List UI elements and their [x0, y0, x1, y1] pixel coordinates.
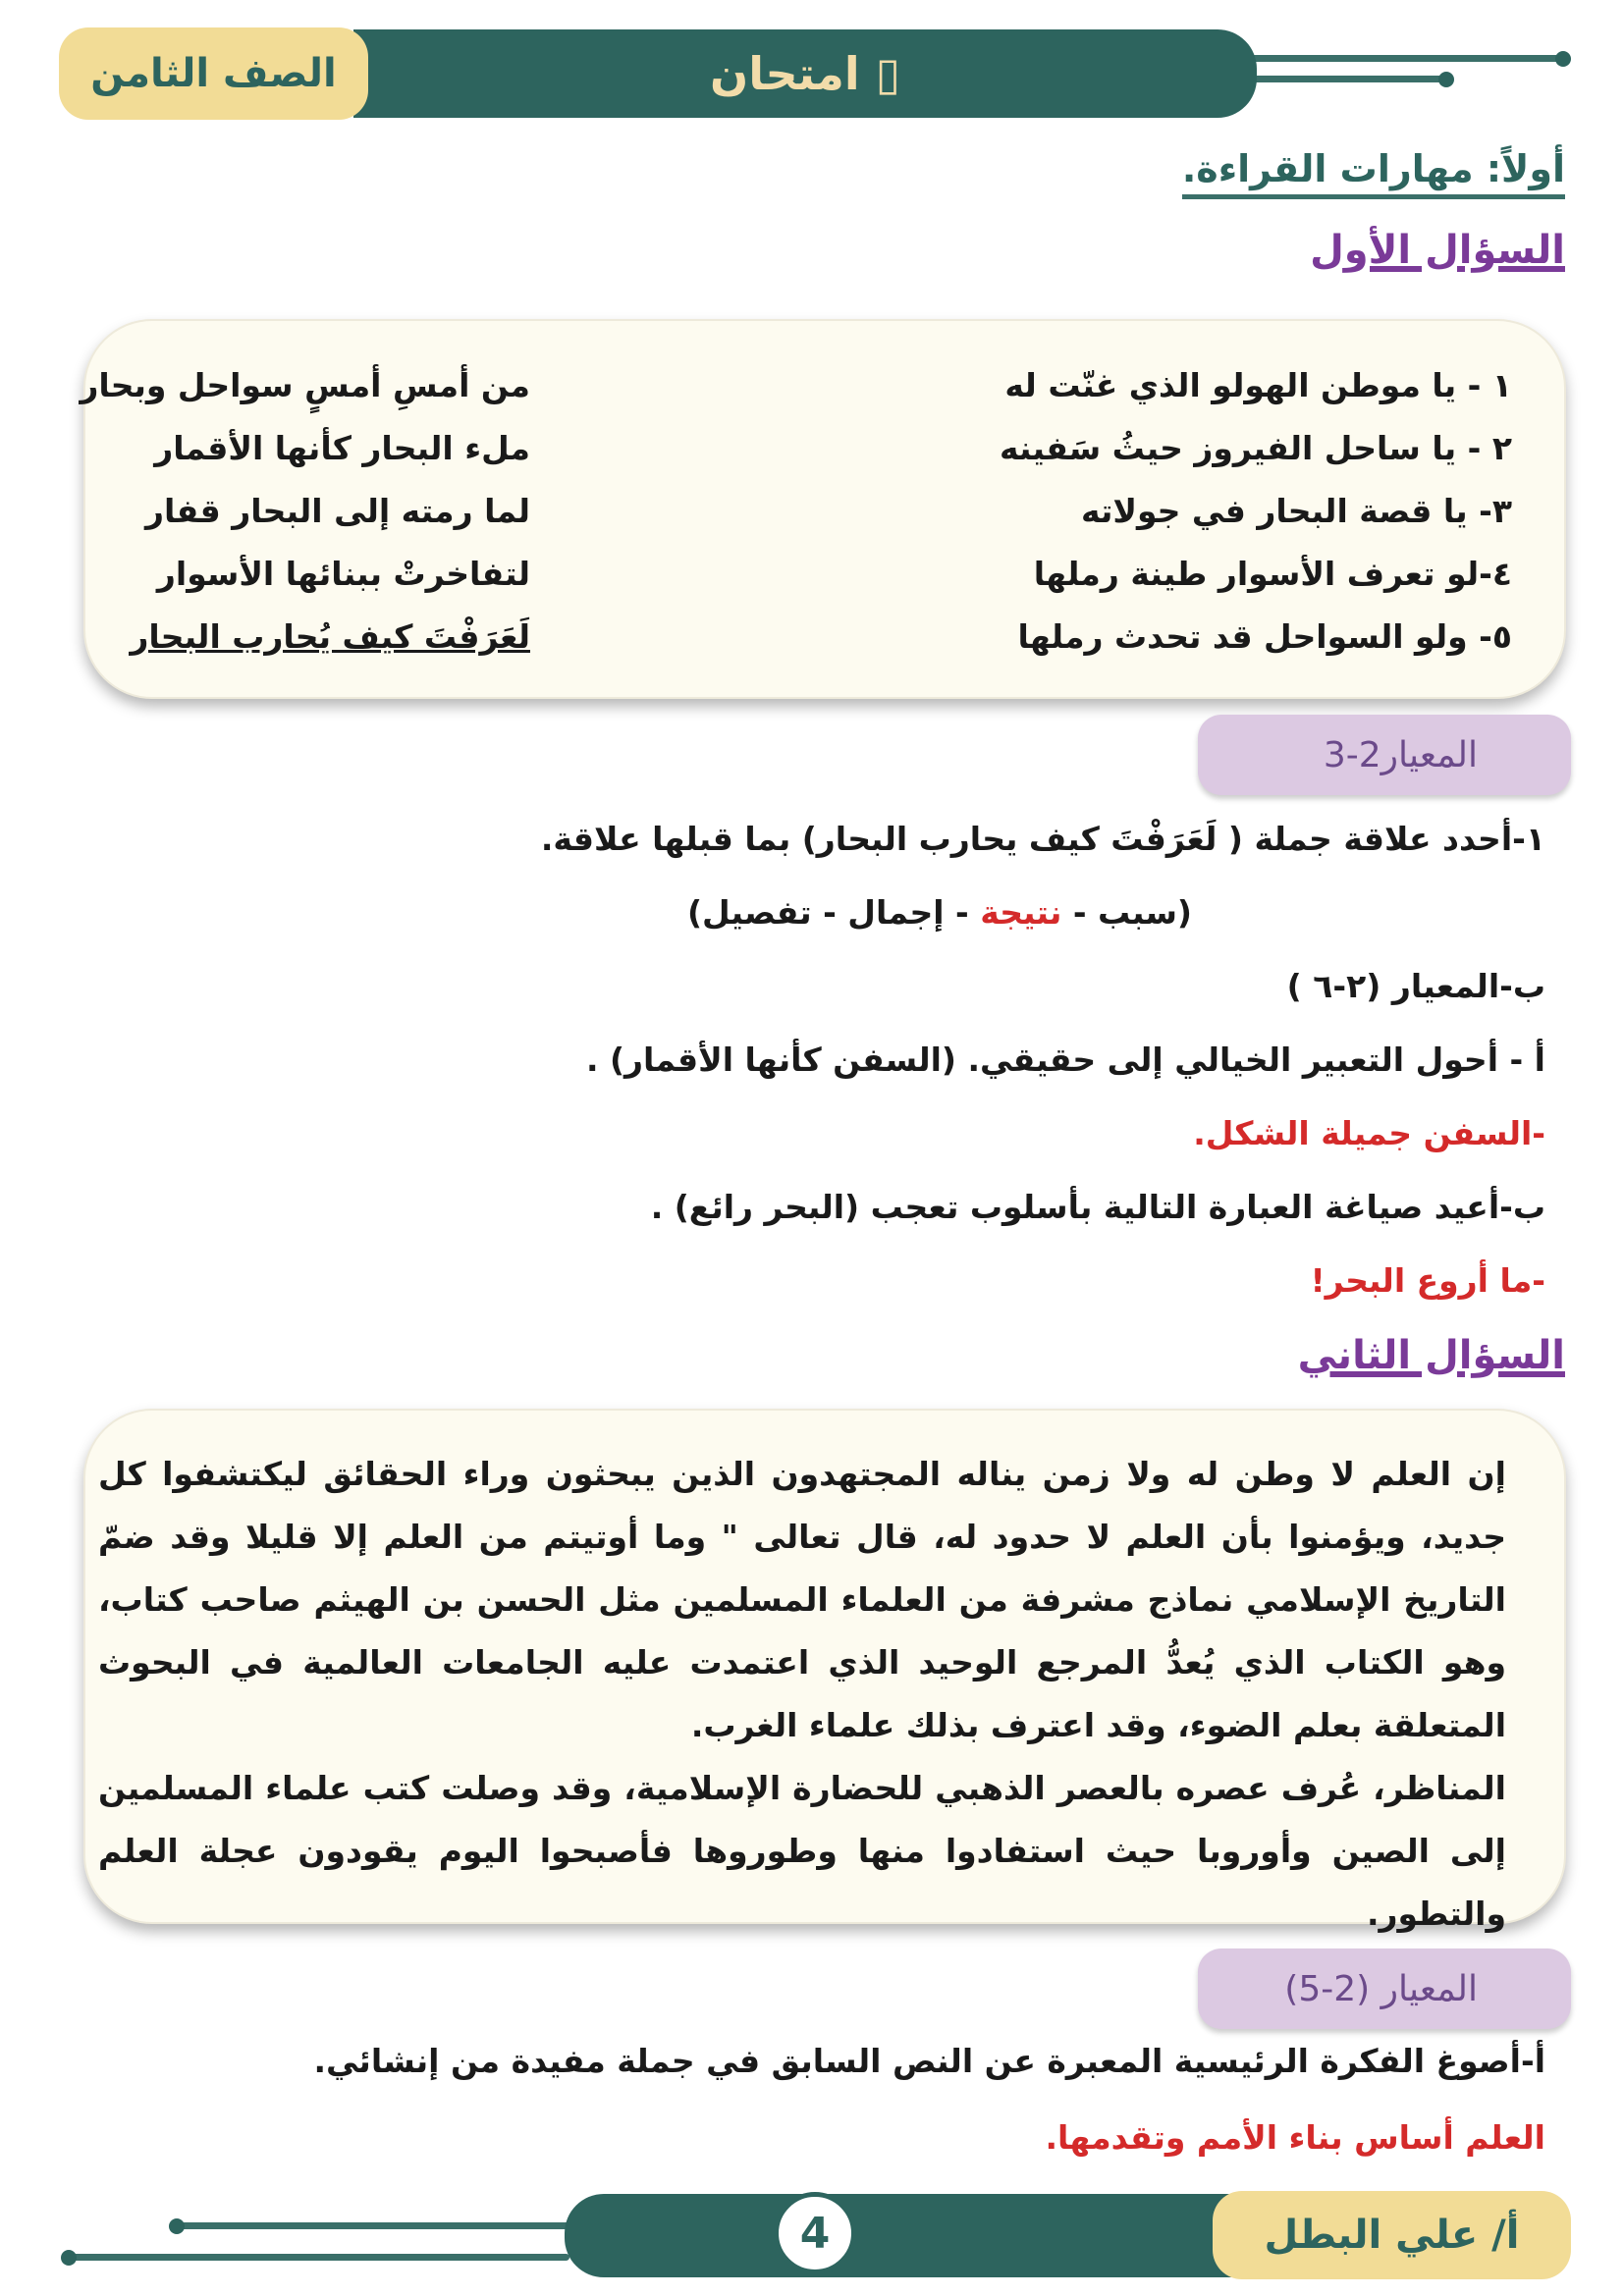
decor-dot — [1438, 72, 1454, 87]
page-number-text: 4 — [799, 2208, 831, 2259]
verse-first-half: ٣- يا قصة البحار في جولاته — [1080, 491, 1512, 530]
decor-dot — [1555, 51, 1571, 67]
question-item: أ-أصوغ الفكرة الرئيسية المعبرة عن النص السابق في جملة مفيدة من إنشائي. — [313, 2042, 1545, 2080]
question-1-title: السؤال الأول — [1310, 228, 1565, 273]
decor-line — [1247, 76, 1443, 82]
poem-verse — [108, 542, 1532, 605]
poem-verse — [108, 479, 1532, 542]
section-heading: أولاً: مهارات القراءة. — [1182, 147, 1565, 199]
passage-paragraph: إن العلم لا وطن له ولا زمن يناله المجتهدون الذين يبحثون وراء الحقائق ليكتشفوا كل جديد، ويؤمنوا بأن العلم لا حدود له، قال تعالى " وما أوتيتم من العلم إلا قليلا وقد ضمّ التاريخ الإسلامي نماذج مشرفة من العلماء المسلمين مثل الحسن بن الهيثم صاحب كتاب، وهو الكتاب الذي يُعدُّ المرجع الوحيد الذي اعتمدت عليه الجامعات العالمية في البحوث المتعلقة بعلم الضوء، وقد اعترف بذلك علماء الغرب. — [98, 1455, 1506, 1744]
answer-options — [687, 893, 1192, 932]
question-item: ١-أحدد علاقة جملة ( لَعَرَفْتَ كيف يحارب البحار) بما قبلها علاقة. — [540, 820, 1545, 858]
verse-first-half: ١ - يا موطن الهولو الذي غنّت له — [1004, 365, 1512, 404]
question-item: أ - أحول التعبير الخيالي إلى حقيقي. (السفن كأنها الأقمار) . — [585, 1041, 1545, 1079]
option-text: (سبب - — [1061, 893, 1192, 932]
answer-text: العلم أساس بناء الأمم وتقدمها. — [1045, 2118, 1545, 2157]
selected-answer: نتيجة — [980, 893, 1062, 932]
footer-bar — [565, 2194, 1252, 2277]
poem-verse — [108, 605, 1532, 667]
decor-dot — [61, 2250, 77, 2266]
verse-second-half: لما رمته إلى البحار قفار — [145, 491, 530, 530]
poem-verse — [108, 416, 1532, 479]
verse-second-half: ملء البحار كأنها الأقمار — [154, 428, 530, 467]
verse-first-half: ٤-لو تعرف الأسوار طينة رملها — [1033, 554, 1512, 593]
verse-first-half: ٢ - يا ساحل الفيروز حيثُ سَفينه — [1000, 428, 1512, 467]
poem-verse — [80, 353, 1532, 416]
passage-paragraph: المناظر، عُرف عصره بالعصر الذهبي للحضارة الإسلامية، وقد وصلت كتب علماء المسلمين إلى الصين وأوروبا حيث استفادوا منها وطوروها فأصبحوا اليوم يقودون عجلة العلم والتطور. — [98, 1769, 1506, 1933]
grade-label: الصف الثامن — [59, 27, 368, 120]
author-name: أ/ علي البطل — [1264, 2213, 1520, 2258]
passage — [39, 1443, 1565, 1946]
standard-label: ب-المعيار (٢-٦ ) — [1286, 967, 1545, 1005]
exam-title: امتحان ▯ — [709, 47, 901, 100]
header-bar — [353, 29, 1257, 118]
verse-first-half: ٥- ولو السواحل قد تحدث رملها — [1017, 616, 1512, 656]
decor-line — [69, 2254, 569, 2261]
decor-dot — [169, 2218, 185, 2234]
question-item: ب-أعيد صياغة العبارة التالية بأسلوب تعجب (البحر رائع) . — [650, 1188, 1545, 1226]
page-number — [774, 2192, 856, 2274]
option-text: - إجمال - تفصيل) — [686, 893, 981, 932]
standard-badge: المعيار2-3 — [1198, 715, 1571, 795]
poem — [80, 353, 1532, 667]
decor-line — [1247, 55, 1561, 62]
decor-line — [177, 2222, 569, 2229]
answer-text: -ما أروع البحر! — [1310, 1261, 1545, 1300]
answer-text: -السفن جميلة الشكل. — [1193, 1114, 1545, 1152]
question-2-title: السؤال الثاني — [1297, 1333, 1565, 1378]
verse-second-half: من أمسِ أمسٍ سواحل وبحار — [80, 365, 530, 404]
author-badge — [1213, 2191, 1571, 2279]
standard-badge: المعيار (2-5) — [1198, 1949, 1571, 2029]
verse-second-half: لتفاخرتْ ببنائها الأسوار — [156, 554, 530, 593]
verse-second-half: لَعَرَفْتَ كيف يُحارب البحار — [130, 616, 530, 656]
